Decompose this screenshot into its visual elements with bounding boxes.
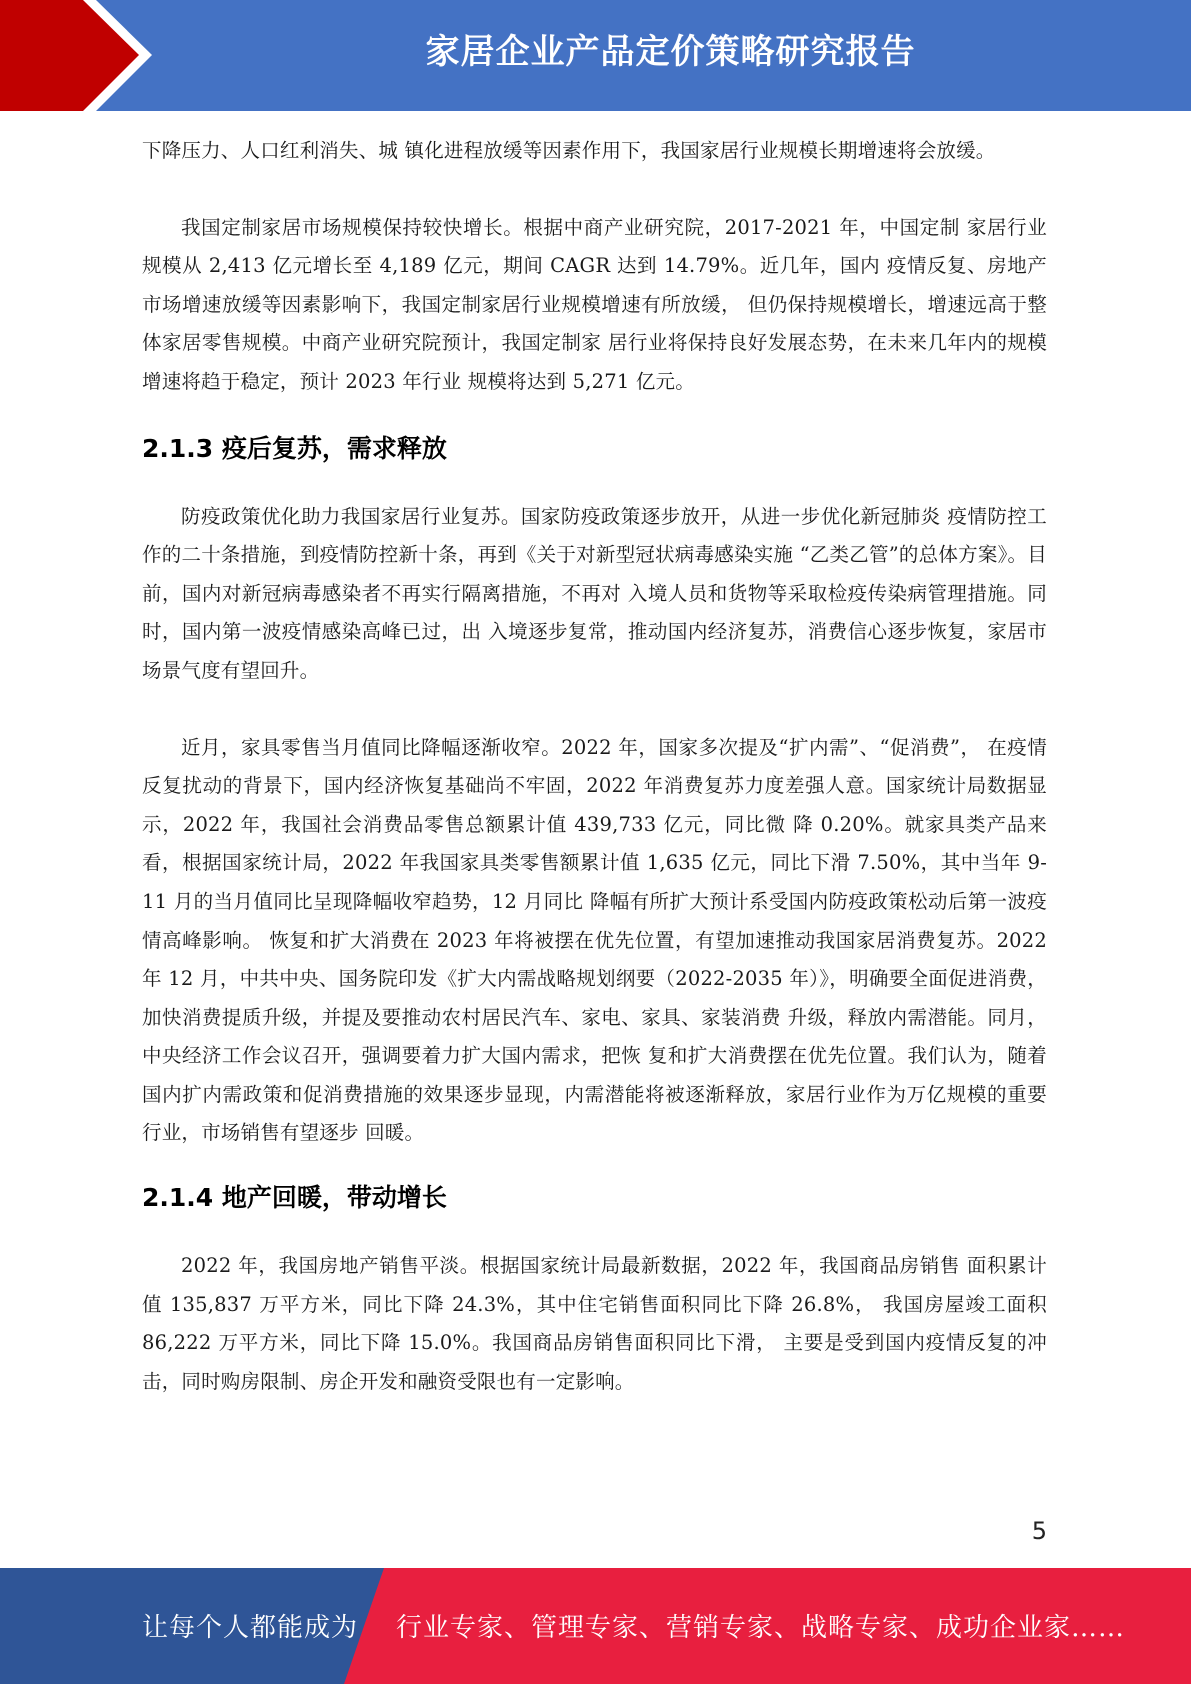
- footer-slogan-right: 行业专家、管理专家、营销专家、战略专家、成功企业家……: [396, 1613, 1126, 1643]
- paragraph-furniture-retail: 近月，家具零售当月值同比降幅逐渐收窄。2022 年，国家多次提及“扩内需”、“促消费”， 在疫情反复扰动的背景下，国内经济恢复基础尚不牢固，2022 年消费复苏力度差强人意。国家统计局数据显示，2022 年，我国社会消费品零售总额累计值 439,733 亿元，同比微 降 0.20%。就家具类产品来看，根据国家统计局，2022 年我国家具类零售额累计值 1,635 亿元，同比下滑 7.50%，其中当年 9-11 月的当月值同比呈现降幅收窄趋势，12 月同比 降幅有所扩大预计系受国内防疫政策松动后第一波疫情高峰影响。 恢复和扩大消费在 2023 年将被摆在优先位置，有望加速推动我国家居消费复苏。2022 年 12 月，中共中央、国务院印发《扩大内需战略规划纲要（2022-2035 年）》，明确要全面促进消费，加快消费提质升级，并提及要推动农村居民汽车、家电、家具、家装消费 升级，释放内需潜能。同月，中央经济工作会议召开，强调要着力扩大国内需求，把恢 复和扩大消费摆在优先位置。我们认为，随着国内扩内需政策和促消费措施的效果逐步显现，内需潜能将被逐渐释放，家居行业作为万亿规模的重要行业，市场销售有望逐步 回暖。: [142, 735, 1047, 1145]
- page-footer: [0, 1568, 1191, 1684]
- report-title: 家居企业产品定价策略研究报告: [425, 32, 916, 72]
- paragraph-epidemic-policy: 防疫政策优化助力我国家居行业复苏。国家防疫政策逐步放开，从进一步优化新冠肺炎 疫情防控工作的二十条措施，到疫情防控新十条，再到《关于对新型冠状病毒感染实施 “乙类乙管”的总体方案》。目前，国内对新冠病毒感染者不再实行隔离措施，不再对 入境人员和货物等采取检疫传染病管理措施。同时，国内第一波疫情感染高峰已过，出 入境逐步复常，推动国内经济复苏，消费信心逐步恢复，家居市场景气度有望回升。: [142, 504, 1047, 682]
- section-heading-2-1-4: 2.1.4 地产回暖，带动增长: [142, 1183, 447, 1213]
- paragraph-custom-furniture-market: 我国定制家居市场规模保持较快增长。根据中商产业研究院，2017-2021 年，中国定制 家居行业规模从 2,413 亿元增长至 4,189 亿元，期间 CAGR 达到 14.79%。近几年，国内 疫情反复、房地产市场增速放缓等因素影响下，我国定制家居行业规模增速有所放缓， 但仍保持规模增长，增速远高于整体家居零售规模。中商产业研究院预计，我国定制家 居行业将保持良好发展态势，在未来几年内的规模增速将趋于稳定，预计 2023 年行业 规模将达到 5,271 亿元。: [142, 215, 1047, 393]
- page-content: [142, 132, 1047, 1401]
- paragraph-real-estate-sales: 2022 年，我国房地产销售平淡。根据国家统计局最新数据，2022 年，我国商品房销售 面积累计值 135,837 万平方米，同比下降 24.3%，其中住宅销售面积同比下降 26.8%， 我国房屋竣工面积 86,222 万平方米，同比下降 15.0%。我国商品房销售面积同比下滑， 主要是受到国内疫情反复的冲击，同时购房限制、房企开发和融资受限也有一定影响。: [142, 1254, 1047, 1393]
- paragraph-continued: 下降压力、人口红利消失、城 镇化进程放缓等因素作用下，我国家居行业规模长期增速将会放缓。: [142, 139, 996, 162]
- footer-slogan-left: 让每个人都能成为: [142, 1613, 359, 1643]
- section-heading-2-1-3: 2.1.3 疫后复苏，需求释放: [142, 433, 447, 463]
- page-header: [0, 0, 1191, 111]
- page-number: 5: [1031, 1517, 1047, 1545]
